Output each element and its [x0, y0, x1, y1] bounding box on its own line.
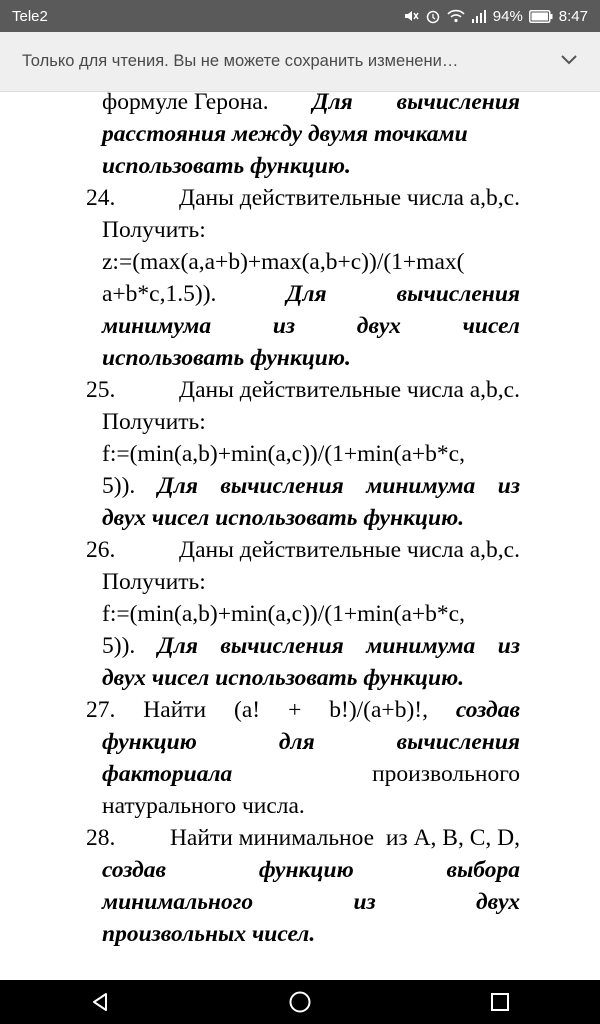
- text-segment: Даны действительные числа a,b,c.: [179, 537, 520, 563]
- carrier-name: Tele2: [12, 7, 48, 25]
- text-segment: функцию: [258, 857, 354, 883]
- list-item-line: [102, 310, 520, 342]
- text-segment: Для: [312, 92, 353, 115]
- text-segment: натурального числа.: [102, 793, 305, 819]
- list-item-line: [102, 502, 520, 534]
- text-segment: вычисления: [220, 633, 344, 659]
- text-segment: Получить:: [102, 217, 206, 243]
- text-segment: произвольного: [372, 761, 520, 787]
- text-segment: Получить:: [102, 569, 206, 595]
- text-segment: создав: [102, 857, 167, 883]
- list-item-line: [102, 854, 520, 886]
- list-item-number: 28.: [86, 825, 116, 851]
- list-item-line: [102, 278, 520, 310]
- list-item-line: [102, 470, 520, 502]
- text-segment: минимума: [102, 313, 212, 339]
- text-segment: Даны действительные числа a,b,c.: [179, 377, 520, 403]
- text-segment: Для: [286, 281, 327, 307]
- battery-percent: 94%: [492, 7, 523, 25]
- text-segment: вычисления: [396, 729, 520, 755]
- text-segment: вычисления: [396, 92, 520, 115]
- text-segment: Для: [157, 473, 198, 499]
- text-segment: минимального: [102, 889, 254, 915]
- text-segment: использовать функцию.: [102, 153, 351, 179]
- list-item-line: [102, 92, 520, 118]
- text-segment: двух: [356, 313, 401, 339]
- text-segment: для: [278, 729, 315, 755]
- readonly-message: Только для чтения. Вы не можете сохранить изменени…: [22, 52, 459, 70]
- text-segment: z:=(max(a,a+b)+max(a,b+c))/(1+max(: [102, 249, 465, 275]
- back-button[interactable]: [89, 991, 111, 1013]
- text-segment: f:=(min(a,b)+min(a,c))/(1+min(a+b*c,: [102, 441, 465, 467]
- battery-icon: [529, 10, 553, 23]
- list-item-line: [102, 726, 520, 758]
- list-item-line: [102, 342, 520, 374]
- text-segment: произвольных чисел.: [102, 921, 316, 947]
- list-item-number: 24.: [86, 185, 116, 211]
- text-segment: формуле Герона.: [102, 92, 269, 115]
- navigation-bar: [0, 980, 600, 1024]
- text-segment: Найти минимальное из A, B, C, D,: [169, 825, 520, 851]
- list-item-line: [102, 662, 520, 694]
- text-segment: (a!: [234, 697, 261, 723]
- text-segment: минимума: [366, 633, 476, 659]
- text-segment: расстояния между двумя точками: [102, 121, 468, 147]
- text-segment: +: [288, 697, 302, 723]
- text-segment: минимума: [366, 473, 476, 499]
- mute-icon: [403, 8, 419, 24]
- list-item-number: 27.: [86, 697, 116, 723]
- list-item-line: [102, 150, 520, 182]
- list-item-first-line: [86, 822, 520, 854]
- text-segment: чисел: [462, 313, 520, 339]
- list-item-line: [102, 758, 520, 790]
- text-segment: Получить:: [102, 409, 206, 435]
- list-item-line: [102, 406, 520, 438]
- list-item-first-line: [86, 694, 520, 726]
- document-content: [0, 92, 600, 980]
- text-segment: факториала: [102, 761, 233, 787]
- list-item-line: [102, 918, 520, 950]
- alarm-icon: [425, 8, 441, 24]
- text-segment: функцию: [102, 729, 197, 755]
- text-segment: b!)/(a+b)!,: [329, 697, 428, 723]
- text-segment: f:=(min(a,b)+min(a,c))/(1+min(a+b*c,: [102, 601, 465, 627]
- status-icons: [403, 8, 588, 25]
- list-item-line: [102, 566, 520, 598]
- text-segment: Найти: [143, 697, 207, 723]
- text-segment: из: [497, 633, 520, 659]
- list-item-number: 25.: [86, 377, 116, 403]
- list-item-line: [102, 790, 520, 822]
- list-item-line: [102, 598, 520, 630]
- list-item-line: [102, 630, 520, 662]
- text-segment: использовать функцию.: [102, 345, 351, 371]
- status-bar: [0, 0, 600, 32]
- list-item-line: [102, 438, 520, 470]
- text-segment: двух чисел использовать функцию.: [102, 665, 465, 691]
- text-segment: из: [272, 313, 296, 339]
- text-segment: создав: [455, 697, 520, 723]
- list-item-line: [102, 214, 520, 246]
- text-segment: из: [497, 473, 520, 499]
- text-segment: вычисления: [220, 473, 344, 499]
- list-item-line: [102, 246, 520, 278]
- text-segment: двух: [475, 889, 520, 915]
- list-item-line: [102, 118, 520, 150]
- text-segment: a+b*c,1.5)).: [102, 281, 217, 307]
- list-item-line: [102, 886, 520, 918]
- text-segment: из: [353, 889, 376, 915]
- text-segment: Для: [157, 633, 198, 659]
- recents-button[interactable]: [489, 991, 511, 1013]
- chevron-down-icon[interactable]: [560, 52, 578, 71]
- text-segment: Даны действительные числа a,b,c.: [179, 185, 520, 211]
- text-segment: 5)).: [102, 473, 136, 499]
- readonly-banner: [0, 32, 600, 92]
- list-item-first-line: [86, 182, 520, 214]
- home-button[interactable]: [288, 990, 312, 1014]
- clock-time: 8:47: [558, 7, 588, 25]
- text-segment: выбора: [446, 857, 520, 883]
- list-item-number: 26.: [86, 537, 116, 563]
- text-segment: 5)).: [102, 633, 136, 659]
- wifi-icon: [447, 8, 465, 24]
- text-segment: вычисления: [396, 281, 520, 307]
- signal-icon: [471, 9, 487, 23]
- list-item-first-line: [86, 534, 520, 566]
- list-item-first-line: [86, 374, 520, 406]
- text-segment: двух чисел использовать функцию.: [102, 505, 465, 531]
